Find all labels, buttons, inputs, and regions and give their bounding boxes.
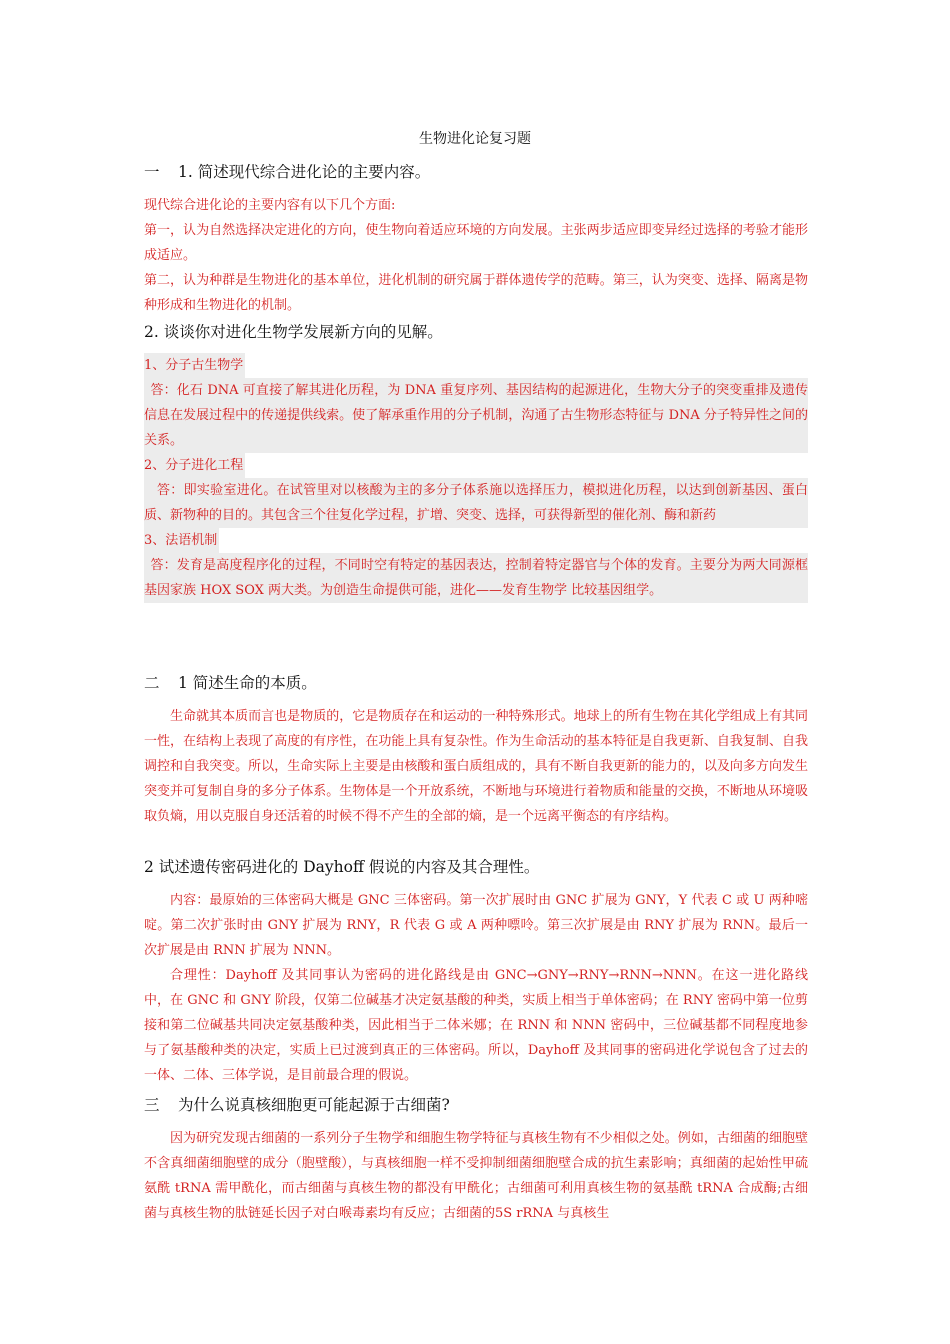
question-text: 2 试述遗传密码进化的 Dayhoff 假说的内容及其合理性。: [144, 858, 540, 876]
answer-paragraph: 现代综合进化论的主要内容有以下几个方面:: [144, 198, 396, 213]
section-2-question-1: [144, 671, 808, 695]
section-1-question-1: [144, 160, 808, 184]
question-text: 2. 谈谈你对进化生物学发展新方向的见解。: [144, 323, 443, 341]
section-number: 三: [144, 1096, 160, 1114]
answer-paragraph: 答：化石 DNA 可直接了解其进化历程，为 DNA 重复序列、基因结构的起源进化，生物大分子的突变重排及遗传信息在发展过程中的传递提供线索。使了解承重作用的分子机制，沟通了古生物形态特征与 DNA 分子特异性之间的关系。: [144, 378, 808, 453]
section-1-answer-1: [144, 193, 808, 318]
subheading-mechanism: 3、法语机制: [144, 528, 219, 553]
section-number: 一: [144, 163, 160, 181]
answer-paragraph: 生命就其本质而言也是物质的，它是物质存在和运动的一种特殊形式。地球上的所有生物在其化学组成上有其同一性，在结构上表现了高度的有序性，在功能上具有复杂性。作为生命活动的基本特征是自我更新、自我复制、自我调控和自我突变。所以，生命实际上主要是由核酸和蛋白质组成的，具有不断自我更新的能力的，以及向多方向发生突变并可复制自身的多分子体系。生物体是一个开放系统，不断地与环境进行着物质和能量的交换，不断地从环境吸取负熵，用以克服自身还活着的时候不得不产生的全部的熵，是一个远离平衡态的有序结构。: [144, 709, 808, 824]
section-1-answer-2: [144, 353, 808, 603]
answer-paragraph: 答：即实验室进化。在试管里对以核酸为主的多分子体系施以选择压力，模拟进化历程，以达到创新基因、蛋白质、新物种的目的。其包含三个往复化学过程，扩增、突变、选择，可获得新型的催化剂、酶和新药: [144, 478, 808, 528]
subheading-molecular-paleobiology: 1、分子古生物学: [144, 353, 245, 378]
answer-paragraph: 合理性：Dayhoff 及其同事认为密码的进化路线是由 GNC→GNY→RNY→RNN→NNN。在这一进化路线中，在 GNC 和 GNY 阶段，仅第二位碱基才决定氨基酸的种类，实质上相当于单体密码；在 RNY 密码中第一位剪接和第二位碱基共同决定氨基酸种类，因此相当于二体米娜；在 RNN 和 NNN 密码中，三位碱基都不同程度地参与了氨基酸种类的决定，实质上已过渡到真正的三体密码。所以，Dayhoff 及其同事的密码进化学说包含了过去的一体、二体、三体学说，是目前最合理的假说。: [144, 968, 808, 1083]
section-1-question-2: [144, 320, 808, 344]
section-2-question-2: [144, 855, 808, 879]
section-2-answer-1: [144, 704, 808, 829]
question-text: 1. 简述现代综合进化论的主要内容。: [178, 163, 431, 181]
answer-paragraph: 因为研究发现古细菌的一系列分子生物学和细胞生物学特征与真核生物有不少相似之处。例如，古细菌的细胞壁不含真细菌细胞壁的成分（胞壁酸），与真核细胞一样不受抑制细菌细胞壁合成的抗生素影响；真细菌的起始性甲硫氨酰 tRNA 需甲酰化，而古细菌与真核生物的都没有甲酰化；古细菌可利用真核生物的氨基酰 tRNA 合成酶;古细菌与真核生物的肽链延长因子对白喉毒素均有反应；古细菌的5S rRNA 与真核生: [144, 1131, 808, 1221]
answer-paragraph: 第二，认为种群是生物进化的基本单位，进化机制的研究属于群体遗传学的范畴。第三，认为突变、选择、隔离是物种形成和生物进化的机制。: [144, 273, 808, 313]
question-text: 为什么说真核细胞更可能起源于古细菌?: [178, 1096, 450, 1114]
subheading-molecular-evolution-engineering: 2、分子进化工程: [144, 453, 245, 478]
answer-paragraph: 内容：最原始的三体密码大概是 GNC 三体密码。第一次扩展时由 GNC 扩展为 GNY，Y 代表 C 或 U 两种嘧啶。第二次扩张时由 GNY 扩展为 RNY，R 代表 G 或 A 两种嘌呤。第三次扩展是由 RNY 扩展为 RNN。最后一次扩展是由 RNN 扩展为 NNN。: [144, 893, 808, 958]
answer-paragraph: 答：发育是高度程序化的过程，不同时空有特定的基因表达，控制着特定器官与个体的发育。主要分为两大同源框基因家族 HOX SOX 两大类。为创造生命提供可能，进化——发育生物学 比较基因组学。: [144, 553, 808, 603]
answer-paragraph: 第一，认为自然选择决定进化的方向，使生物向着适应环境的方向发展。主张两步适应即变异经过选择的考验才能形成适应。: [144, 223, 808, 263]
section-3-question-1: [144, 1093, 808, 1117]
question-text: 1 简述生命的本质。: [178, 674, 317, 692]
document-title: 生物进化论复习题: [419, 131, 531, 147]
section-2-answer-2: [144, 888, 808, 1088]
section-3-answer-1: [144, 1126, 808, 1226]
section-number: 二: [144, 674, 160, 692]
